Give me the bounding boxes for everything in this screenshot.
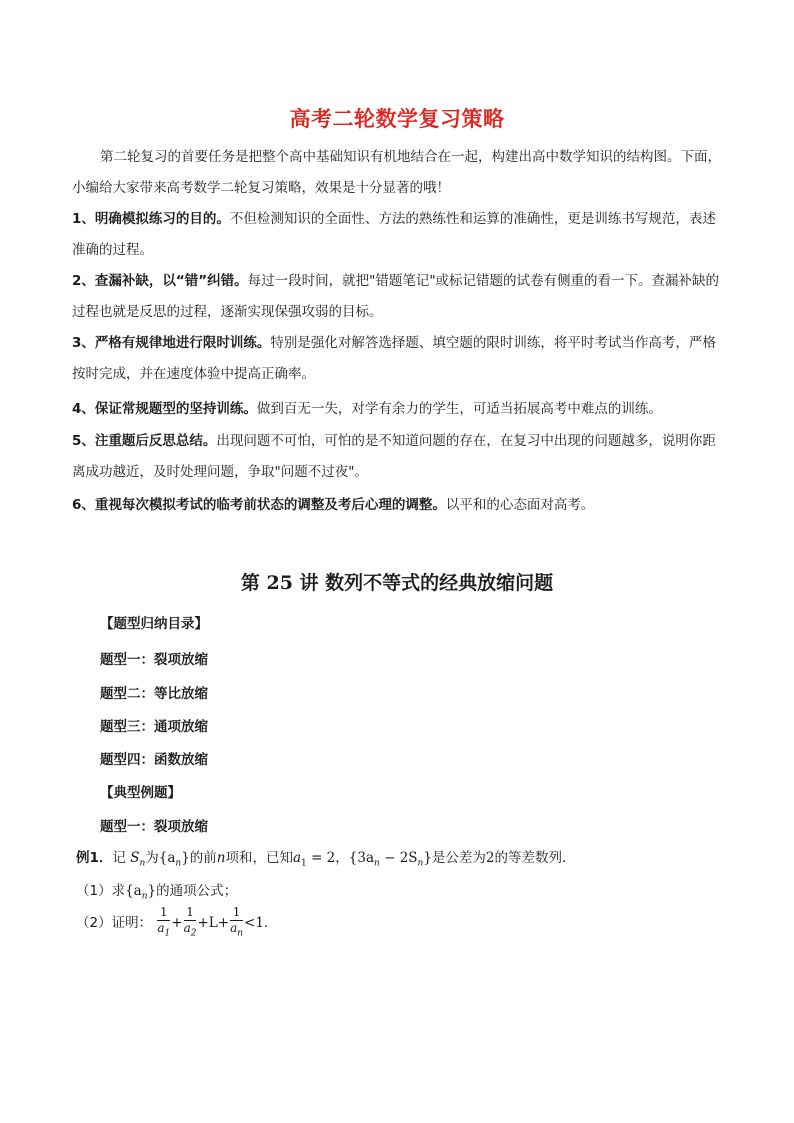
strategy-lead: 6、重视每次模拟考试的临考前状态的调整及考后心理的调整。 [72, 497, 446, 513]
text: ， [335, 850, 349, 866]
fraction-numerator: 1 [230, 905, 243, 921]
lesson-topic: 讲 数列不等式的经典放缩问题 [299, 572, 554, 594]
example-label: 例1． [76, 850, 113, 866]
math-sub: 1 [164, 928, 171, 939]
math-brace: } [147, 883, 157, 899]
strategy-body: 每过一段时间，就把"错题笔记"或标记错题的试卷有侧重的看一下。查漏补缺的过程也就是反思的过程，逐渐实现保强攻弱的目标。 [72, 273, 720, 320]
fraction-denominator: a [230, 921, 238, 935]
catalog-item: 题型二：等比放缩 [100, 686, 208, 702]
text: 是公差为 [431, 850, 486, 866]
fraction [157, 905, 170, 941]
catalog-item: 题型三：通项放缩 [100, 719, 208, 735]
math-sub: 2 [190, 928, 197, 939]
math-num: 2 [485, 850, 495, 866]
math-sub: n [175, 858, 182, 869]
plus-sign: + [197, 915, 209, 932]
math-seq: {a [125, 883, 142, 899]
strategy-6 [72, 490, 724, 521]
inequality: <1． [244, 915, 278, 932]
strategy-5 [72, 426, 724, 487]
strategy-4 [72, 394, 724, 425]
plus-sign: + [217, 915, 230, 932]
text: 的前 [189, 850, 217, 866]
math-sub: n [141, 891, 148, 902]
strategy-lead: 4、保证常规题型的坚持训练。 [72, 401, 257, 417]
strategy-lead: 5、注重题后反思总结。 [72, 433, 217, 449]
fraction-denominator: a [157, 921, 165, 935]
math-sub: 1 [301, 858, 307, 869]
math-sub: n [139, 858, 146, 869]
math-brace: } [423, 850, 432, 866]
plus-sign: + [171, 915, 183, 932]
lesson-prefix: 第 [240, 572, 260, 594]
math-sub: n [417, 858, 424, 869]
fraction [230, 905, 243, 941]
text: 的等差数列． [494, 850, 576, 866]
strategy-1 [72, 204, 724, 265]
ellipsis: L [208, 915, 218, 932]
text: 为 [145, 850, 159, 866]
math-var: S [130, 850, 140, 866]
strategy-lead: 2、查漏补缺，以“错”纠错。 [72, 273, 248, 289]
strategy-body: 以平和的心态面对高考。 [445, 497, 595, 513]
fraction [184, 905, 197, 941]
catalog-item: 题型一：裂项放缩 [100, 652, 208, 668]
math-seq: {a [158, 850, 176, 866]
strategy-3 [72, 328, 724, 389]
question-label: （2）证明： [76, 915, 153, 932]
strategy-lead: 3、严格有规律地进行限时训练。 [72, 335, 271, 351]
math-var: n [216, 850, 226, 866]
strategy-2 [72, 266, 724, 327]
math-expr: {3a [348, 850, 374, 866]
strategy-body: 做到百无一失，对学有余力的学生，可适当拓展高考中难点的训练。 [256, 401, 662, 417]
math-eq: = 2 [306, 850, 336, 866]
strategy-body: 特别是强化对解答选择题、填空题的限时训练，将平时考试当作高考，严格按时完成，并在速度体验中提高正确率。 [72, 335, 716, 382]
example-1-question-2 [76, 905, 277, 941]
strategy-body: 出现问题不可怕，可怕的是不知道问题的存在，在复习中出现的问题越多，说明你距离成功越近，及时处理问题，争取"问题不过夜"。 [72, 433, 716, 480]
fraction-numerator: 1 [157, 905, 170, 921]
example-1-statement [76, 846, 576, 869]
page-title: 高考二轮数学复习策略 [289, 107, 505, 131]
math-sub: n [237, 928, 244, 939]
text: 记 [112, 850, 126, 866]
fraction-numerator: 1 [184, 905, 197, 921]
strategy-body: 不但检测知识的全面性、方法的熟练性和运算的准确性，更是训练书写规范，表述准确的过程。 [72, 211, 716, 258]
math-var: a [292, 850, 302, 866]
strategy-lead: 1、明确模拟练习的目的。 [72, 211, 230, 227]
lesson-title [0, 568, 794, 595]
question-label: （1）求 [76, 883, 126, 899]
examples-heading: 【典型例题】 [100, 785, 181, 801]
math-expr: − 2S [379, 850, 418, 866]
math-brace: } [181, 850, 190, 866]
fraction-denominator: a [183, 921, 191, 935]
catalog-heading: 【题型归纳目录】 [100, 616, 208, 632]
example-1-question-1 [76, 879, 237, 902]
example-type-label: 题型一：裂项放缩 [100, 819, 208, 835]
text: 项和，已知 [225, 850, 293, 866]
catalog-item: 题型四：函数放缩 [100, 752, 208, 768]
math-sub: n [374, 858, 380, 869]
lesson-number: 25 [266, 572, 293, 594]
text: 的通项公式； [156, 883, 238, 899]
intro-paragraph: 第二轮复习的首要任务是把整个高中基础知识有机地结合在一起，构建出高中数学知识的结构图。下面，小编给大家带来高考数学二轮复习策略，效果是十分显著的哦！ [72, 149, 721, 196]
